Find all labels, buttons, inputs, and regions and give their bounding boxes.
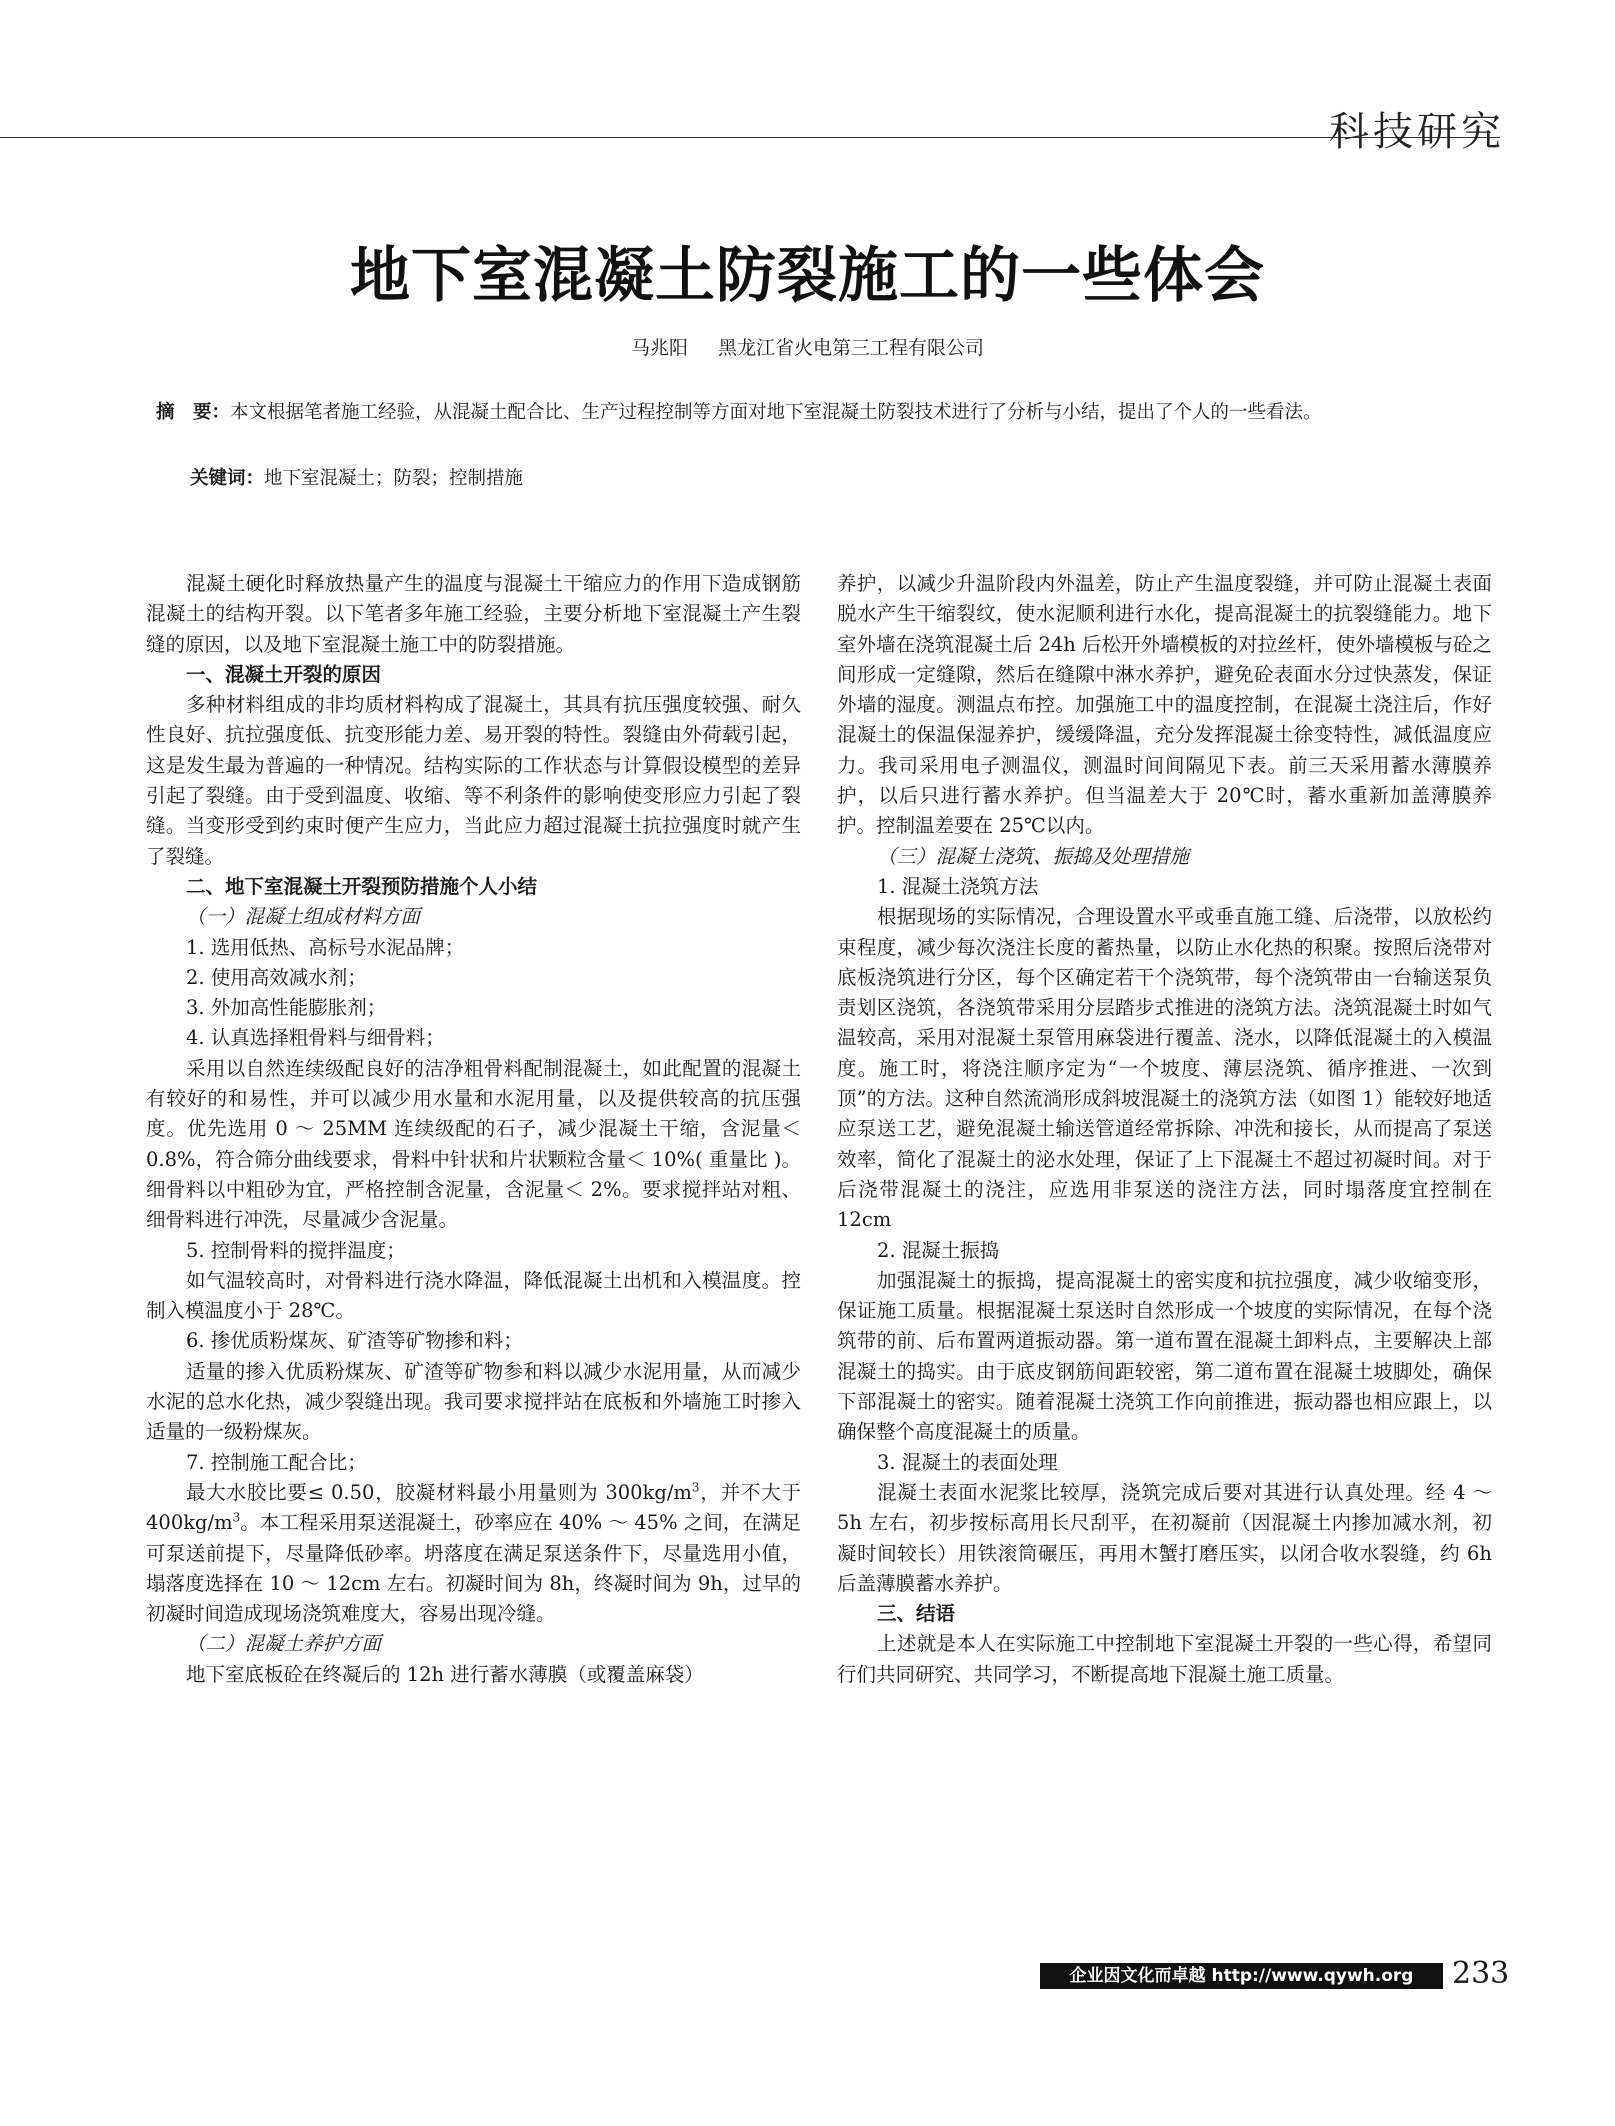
list-item: 5. 控制骨料的搅拌温度； bbox=[186, 1238, 406, 1262]
abstract-text: 本文根据笔者施工经验，从混凝土配合比、生产过程控制等方面对地下室混凝土防裂技术进行了分析与小结，提出了个人的一些看法。 bbox=[230, 402, 1322, 423]
text-run: 。本工程采用泵送混凝土，砂率应在 40% ～ 45% 之间，在满足可泵送前提下，尽量降低砂率。坍落度在满足泵送条件下，尽量选用小值，塌落度选择在 10 ～ 12cm 左右。初凝时间为 8h，终凝时间为 9h，过早的初凝时间造成现场浇筑难度大，容易出现冷缝。 bbox=[146, 1511, 801, 1626]
paragraph: 上述就是本人在实际施工中控制地下室混凝土开裂的一些心得，希望同行们共同研究、共同学习，不断提高地下混凝土施工质量。 bbox=[837, 1632, 1492, 1686]
paragraph: 加强混凝土的振捣，提高混凝土的密实度和抗拉强度，减少收缩变形，保证施工质量。根据混凝土泵送时自然形成一个坡度的实际情况，在每个浇筑带的前、后布置两道振动器。第一道布置在混凝土卸料点，主要解决上部混凝土的捣实。由于底皮钢筋间距较密，第二道布置在混凝土坡脚处，确保下部混凝土的密实。随着混凝土浇筑工作向前推进，振动器也相应跟上，以确保整个高度混凝土的质量。 bbox=[837, 1268, 1492, 1444]
author: 马兆阳 bbox=[630, 337, 688, 359]
section-heading: 二、地下室混凝土开裂预防措施个人小结 bbox=[186, 874, 538, 898]
page-number: 233 bbox=[1452, 1956, 1510, 1991]
text-run: 最大水胶比要≤ 0.50，胶凝材料最小用量则为 300kg/m bbox=[186, 1480, 692, 1504]
list-item: 7. 控制施工配合比； bbox=[186, 1450, 367, 1474]
list-item: 3. 混凝土的表面处理 bbox=[877, 1450, 1058, 1474]
superscript: 3 bbox=[232, 1510, 241, 1525]
abstract bbox=[156, 397, 1492, 428]
section-heading: 一、混凝土开裂的原因 bbox=[186, 662, 382, 686]
affiliation: 黑龙江省火电第三工程有限公司 bbox=[718, 337, 985, 359]
paragraph: 混凝土硬化时释放热量产生的温度与混凝土干缩应力的作用下造成钢筋混凝土的结构开裂。以下笔者多年施工经验，主要分析地下室混凝土产生裂缝的原因，以及地下室混凝土施工中的防裂措施。 bbox=[146, 572, 801, 656]
section-heading: 三、结语 bbox=[877, 1602, 956, 1626]
subsection-heading: （三）混凝土浇筑、振捣及处理措施 bbox=[877, 844, 1190, 868]
keywords-text: 地下室混凝土；防裂；控制措施 bbox=[264, 468, 524, 489]
paragraph: 地下室底板砼在终凝后的 12h 进行蓄水薄膜（或覆盖麻袋） bbox=[186, 1662, 704, 1686]
list-item: 1. 混凝土浇筑方法 bbox=[877, 874, 1039, 898]
paragraph: 根据现场的实际情况，合理设置水平或垂直施工缝、后浇带，以放松约束程度，减少每次浇注长度的蓄热量，以防止水化热的积聚。按照后浇带对底板浇筑进行分区，每个区确定若干个浇筑带，每个浇筑带由一台输送泵负责划区浇筑，各浇筑带采用分层踏步式推进的浇筑方法。浇筑混凝土时如气温较高，采用对混凝土泵管用麻袋进行覆盖、浇水，以降低混凝土的入模温度。施工时，将浇注顺序定为“一个坡度、薄层浇筑、循序推进、一次到顶”的方法。这种自然流淌形成斜坡混凝土的浇筑方法（如图 1）能较好地适应泵送工艺，避免混凝土输送管道经常拆除、冲洗和接长，从而提高了泵送效率，简化了混凝土的泌水处理，保证了上下混凝土不超过初凝时间。对于后浇带混凝土的浇注，应选用非泵送的浇注方法，同时塌落度宜控制在 12cm bbox=[837, 905, 1492, 1232]
list-item: 1. 选用低热、高标号水泥品牌； bbox=[186, 935, 465, 959]
list-item: 2. 使用高效减水剂； bbox=[186, 965, 367, 989]
subsection-heading: （一）混凝土组成材料方面 bbox=[186, 905, 421, 929]
header-rule bbox=[0, 137, 1500, 138]
abstract-label: 摘 要： bbox=[156, 402, 231, 423]
paragraph: 多种材料组成的非均质材料构成了混凝土，其具有抗压强度较强、耐久性良好、抗拉强度低、抗变形能力差、易开裂的特性。裂缝由外荷载引起，这是发生最为普遍的一种情况。结构实际的工作状态与计算假设模型的差异引起了裂缝。由于受到温度、收缩、等不利条件的影响使变形应力引起了裂缝。当变形受到约束时便产生应力，当此应力超过混凝土抗拉强度时就产生了裂缝。 bbox=[146, 693, 801, 868]
paragraph: 采用以自然连续级配良好的洁净粗骨料配制混凝土，如此配置的混凝土有较好的和易性，并可以减少用水量和水泥用量，以及提供较高的抗压强度。优先选用 0 ～ 25MM 连续级配的石子，减少混凝土干缩，含泥量＜ 0.8%，符合筛分曲线要求，骨料中针状和片状颗粒含量＜ 10%( 重量比 )。细骨料以中粗砂为宜，严格控制含泥量，含泥量＜ 2%。要求搅拌站对粗、细骨料进行冲洗，尽量减少含泥量。 bbox=[146, 1056, 801, 1232]
footer-banner: 企业因文化而卓越 http://www.qywh.org bbox=[1040, 1963, 1443, 1989]
keywords bbox=[190, 464, 523, 490]
text-run: ，并不大于 400kg/m bbox=[146, 1480, 801, 1535]
list-item: 3. 外加高性能膨胀剂； bbox=[186, 996, 387, 1020]
paragraph: 养护，以减少升温阶段内外温差，防止产生温度裂缝，并可防止混凝土表面脱水产生干缩裂纹，使水泥顺利进行水化，提高混凝土的抗裂缝能力。地下室外墙在浇筑混凝土后 24h 后松开外墙模板的对拉丝杆，使外墙模板与砼之间形成一定缝隙，然后在缝隙中淋水养护，避免砼表面水分过快蒸发，保证外墙的湿度。测温点布控。加强施工中的温度控制，在混凝土浇注后，作好混凝土的保温保湿养护，缓缓降温，充分发挥混凝土徐变特性，减低温度应力。我司采用电子测温仪，测温时间间隔见下表。前三天采用蓄水薄膜养护，以后只进行蓄水养护。但当温差大于 20℃时，蓄水重新加盖薄膜养护。控制温差要在 25℃以内。 bbox=[837, 572, 1492, 838]
list-item: 2. 混凝土振捣 bbox=[877, 1238, 1000, 1262]
superscript: 3 bbox=[691, 1480, 700, 1495]
page-title: 地下室混凝土防裂施工的一些体会 bbox=[350, 241, 1265, 311]
paragraph bbox=[146, 1478, 801, 1629]
left-column bbox=[146, 569, 801, 1690]
list-item: 4. 认真选择粗骨料与细骨料； bbox=[186, 1026, 445, 1050]
paragraph: 如气温较高时，对骨料进行浇水降温，降低混凝土出机和入模温度。控制入模温度小于 28℃。 bbox=[146, 1268, 801, 1323]
paragraph: 适量的掺入优质粉煤灰、矿渣等矿物参和料以减少水泥用量，从而减少水泥的总水化热，减少裂缝出现。我司要求搅拌站在底板和外墙施工时掺入适量的一级粉煤灰。 bbox=[146, 1359, 801, 1444]
paragraph: 混凝土表面水泥浆比较厚，浇筑完成后要对其进行认真处理。经 4 ～ 5h 左右，初步按标高用长尺刮平，在初凝前（因混凝土内掺加减水剂，初凝时间较长）用铁滚筒碾压，再用木蟹打磨压实，以闭合收水裂缝，约 6h 后盖薄膜蓄水养护。 bbox=[837, 1480, 1492, 1595]
byline bbox=[0, 333, 1615, 360]
right-column bbox=[837, 569, 1492, 1690]
list-item: 6. 掺优质粉煤灰、矿渣等矿物掺和料； bbox=[186, 1329, 523, 1353]
section-label: 科技研究 bbox=[1329, 109, 1505, 155]
subsection-heading: （二）混凝土养护方面 bbox=[186, 1632, 382, 1656]
keywords-label: 关键词： bbox=[190, 468, 265, 489]
